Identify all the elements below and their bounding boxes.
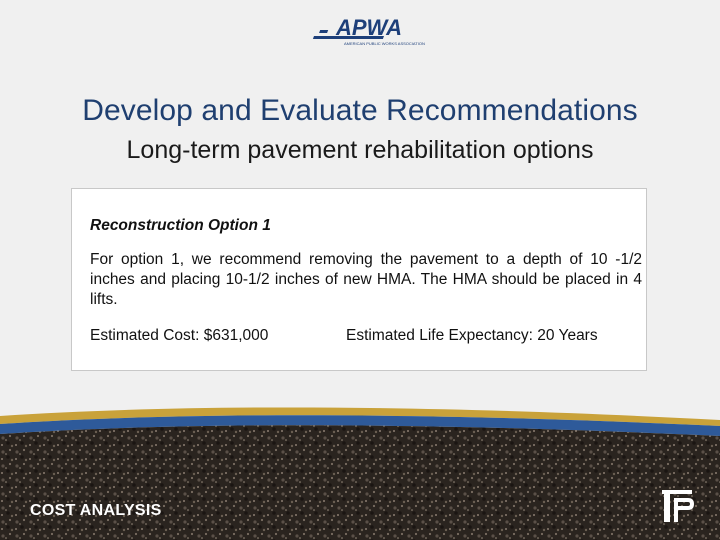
option-description: For option 1, we recommend removing the pavement to a depth of 10 -1/2 inches and placing 10-1/2 inches of new HMA. The HMA should be placed in 4 lifts. (90, 251, 642, 308)
option-heading: Reconstruction Option 1 (90, 217, 271, 234)
content-box (71, 188, 647, 371)
footer (0, 406, 720, 540)
slide-subtitle: Long-term pavement rehabilitation options (126, 136, 594, 164)
life-expectancy: Estimated Life Expectancy: 20 Years (346, 327, 598, 344)
apwa-logo (316, 14, 425, 50)
pi-logo-icon (658, 486, 700, 526)
estimated-cost: Estimated Cost: $631,000 (90, 327, 269, 344)
logo-wordmark: APWA (336, 15, 402, 40)
footer-label: COST ANALYSIS (30, 502, 162, 519)
slide-title: Develop and Evaluate Recommendations (82, 94, 638, 127)
logo-tagline: AMERICAN PUBLIC WORKS ASSOCIATION (344, 41, 425, 46)
